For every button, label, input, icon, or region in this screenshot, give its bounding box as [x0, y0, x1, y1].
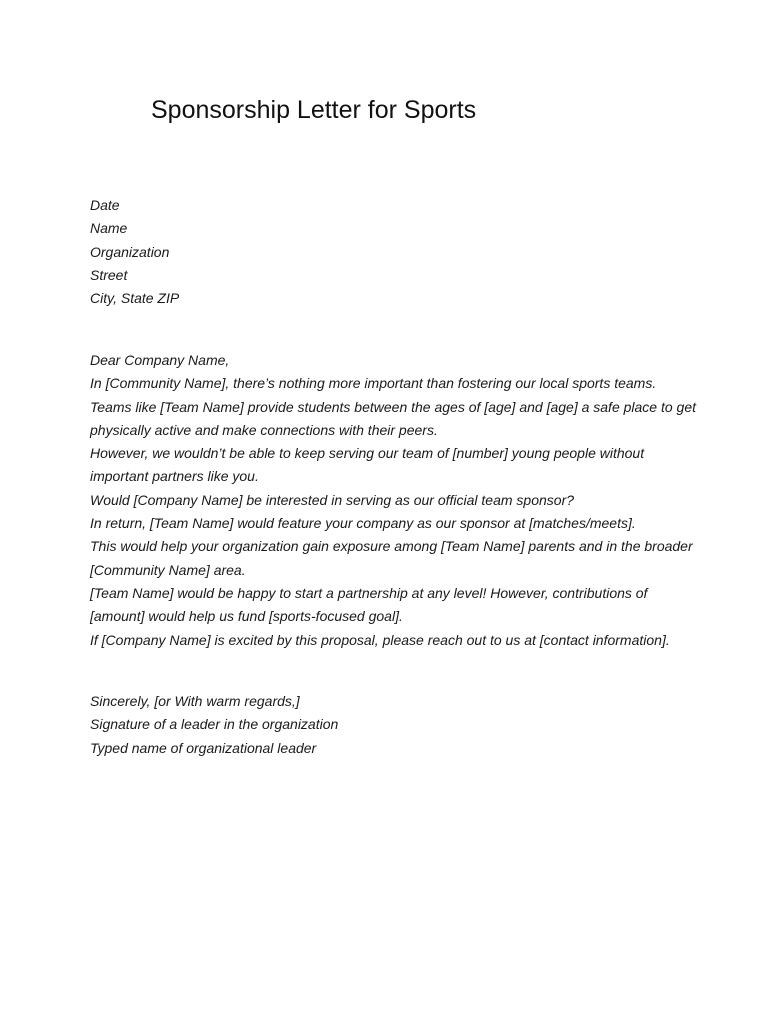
address-date: Date: [90, 197, 120, 213]
body-line: Teams like [Team Name] provide students between the ages of [age] and [age] a safe place to get: [90, 398, 697, 415]
body-line: Would [Company Name] be interested in serving as our official team sponsor?: [90, 491, 575, 508]
body-line: physically active and make connections with their peers.: [90, 421, 438, 438]
closing-block: [90, 690, 720, 760]
body-line: In [Community Name], there’s nothing more important than fostering our local sports teams.: [90, 375, 657, 392]
body-line: important partners like you.: [90, 468, 259, 485]
valediction: Sincerely, [or With warm regards,]: [90, 693, 300, 709]
address-city-state-zip: City, State ZIP: [90, 290, 180, 307]
body-line: [Community Name] area.: [90, 561, 246, 578]
address-organization: Organization: [90, 243, 170, 260]
salutation: Dear Company Name,: [90, 352, 230, 368]
body-line: If [Company Name] is excited by this proposal, please reach out to us at [contact information].: [90, 631, 670, 648]
address-street: Street: [90, 266, 128, 283]
body-line: [amount] would help us fund [sports-focused goal].: [90, 608, 403, 625]
body-line: In return, [Team Name] would feature your company as our sponsor at [matches/meets].: [90, 515, 636, 532]
document-title: Sponsorship Letter for Sports: [151, 96, 477, 124]
address-block: [90, 194, 720, 310]
address-name: Name: [90, 220, 128, 237]
body-line: [Team Name] would be happy to start a partnership at any level! However, contributions of: [90, 584, 648, 601]
body-line: This would help your organization gain exposure among [Team Name] parents and in the broader: [90, 538, 693, 555]
typed-name-placeholder: Typed name of organizational leader: [90, 739, 317, 756]
body-line: However, we wouldn’t be able to keep serving our team of [number] young people without: [90, 445, 645, 462]
signature-placeholder: Signature of a leader in the organization: [90, 716, 339, 733]
letter-body: [90, 349, 720, 652]
